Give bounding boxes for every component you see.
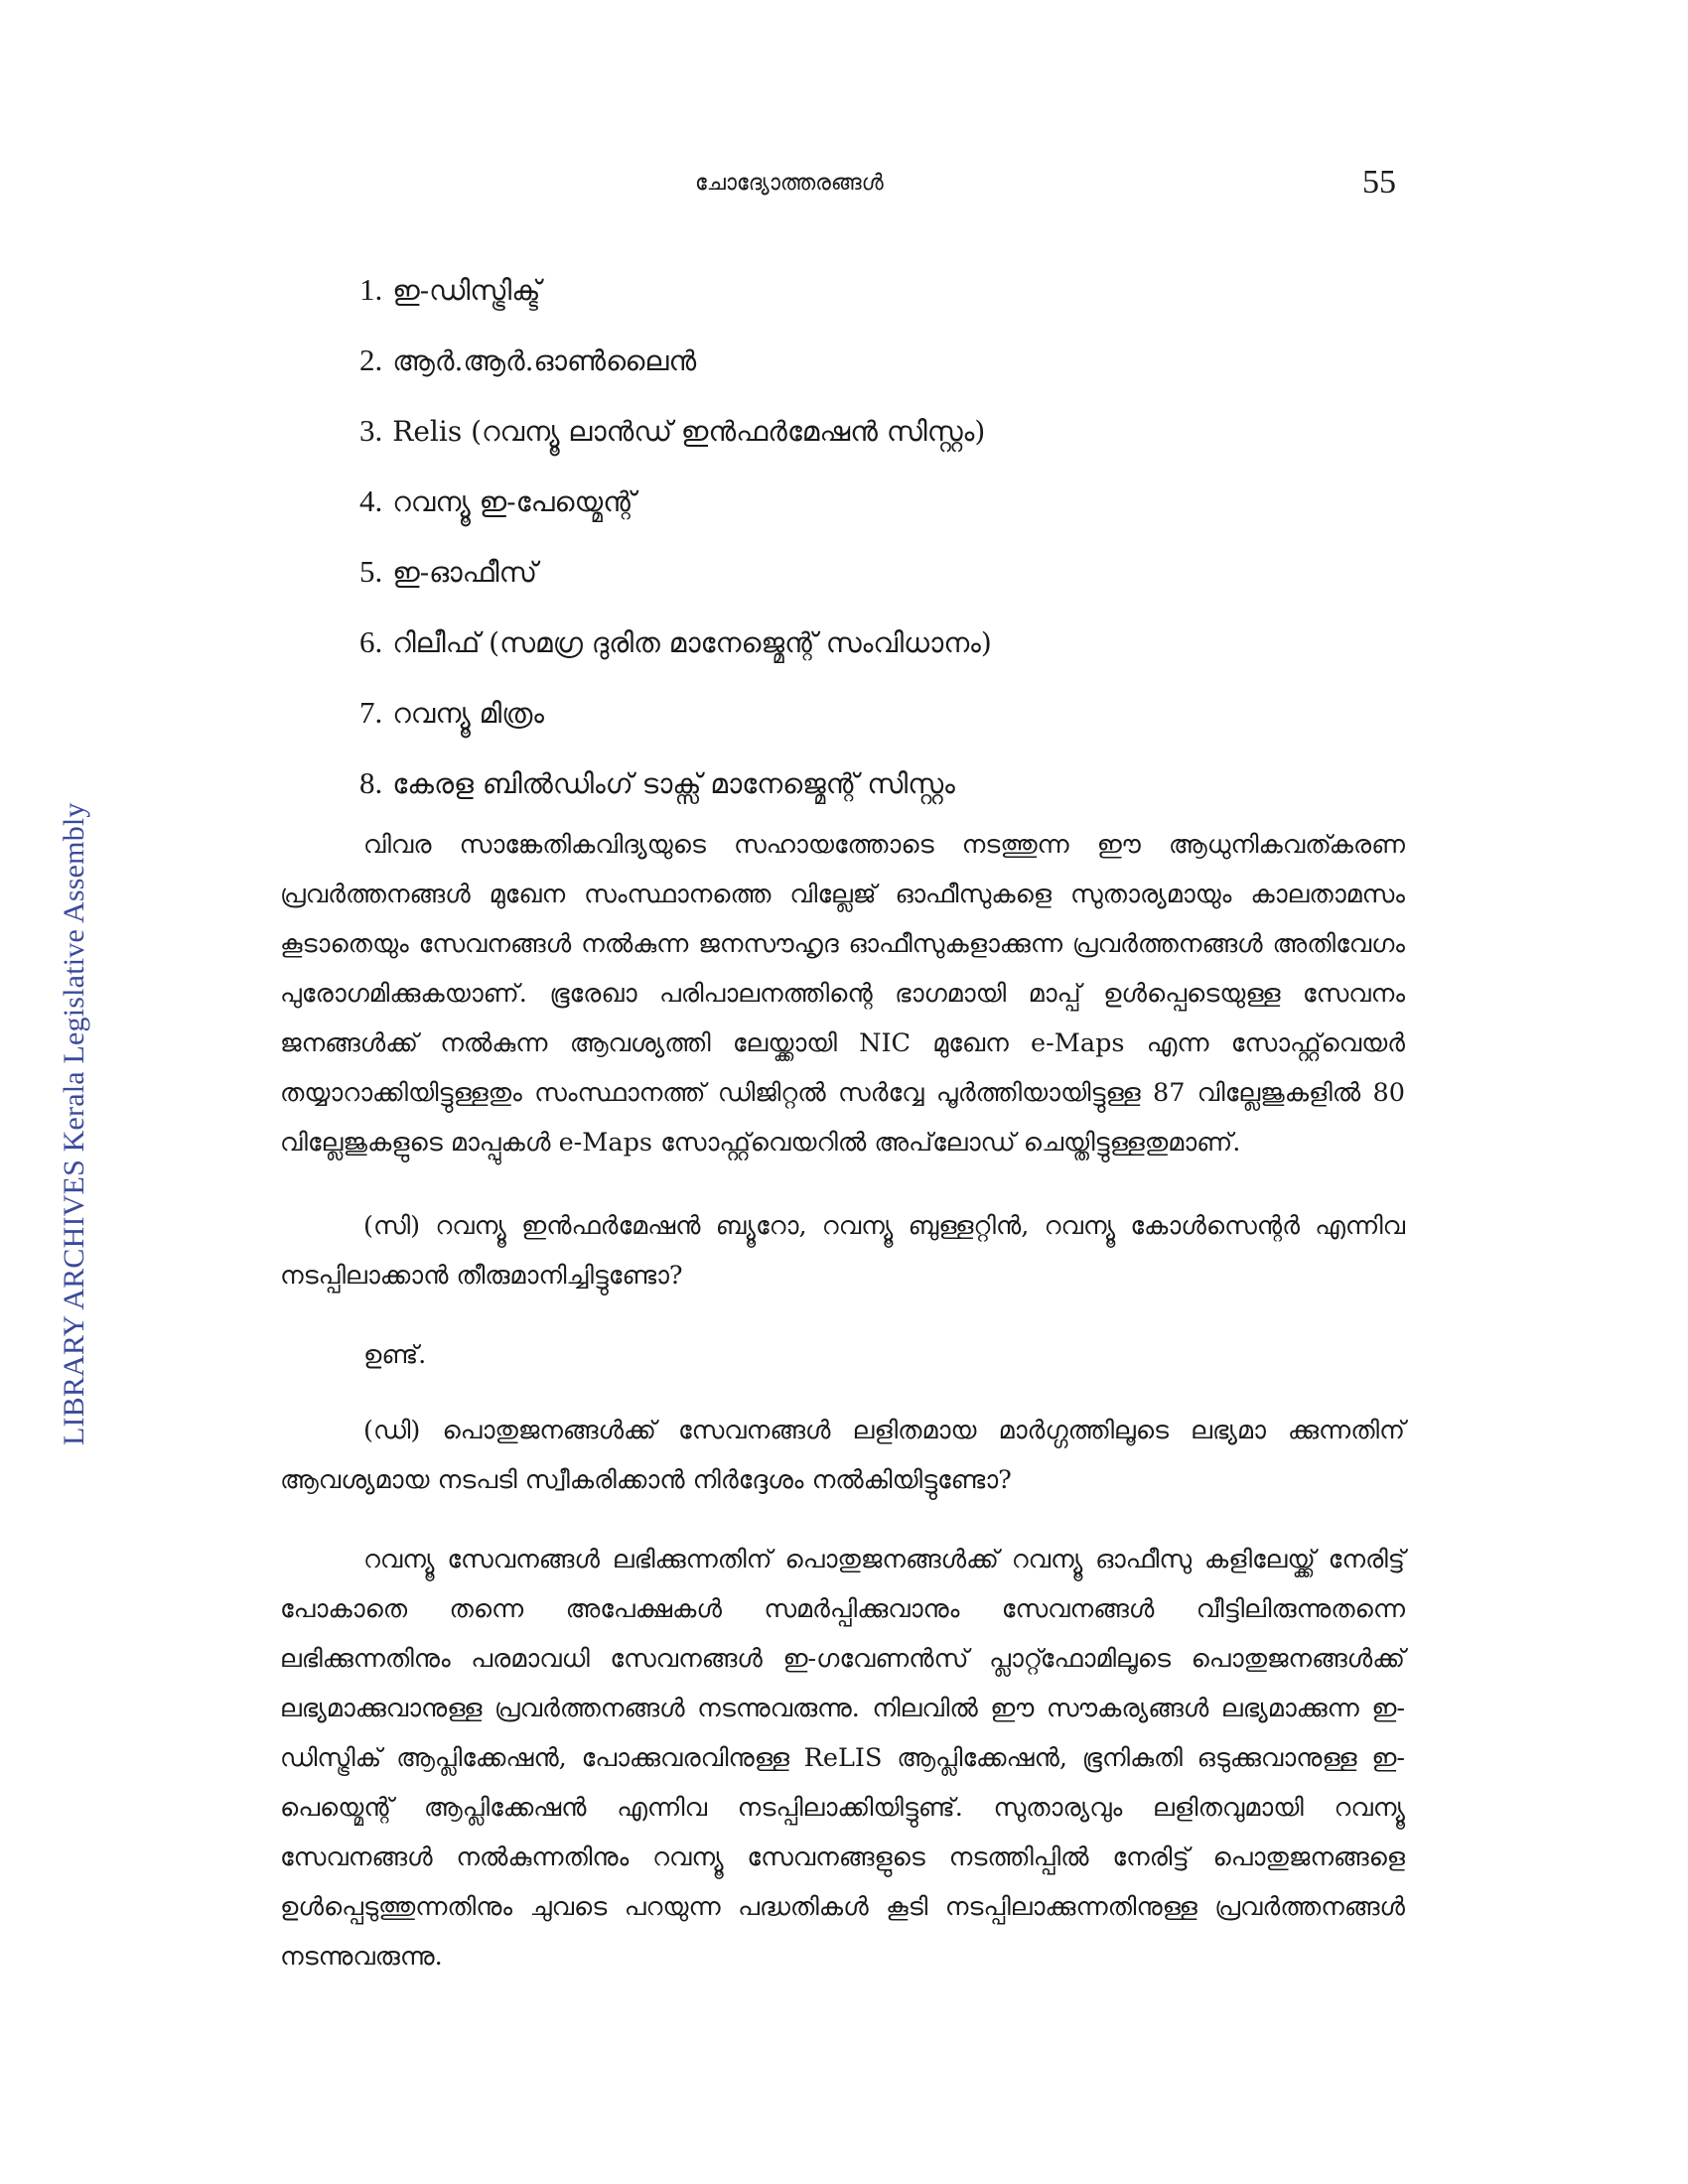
list-item-text: കേരള ബിൽഡിംഗ് ടാക്സ് മാനേജ്മെന്റ് സിസ്റ്റം <box>392 767 955 800</box>
list-item-text: ആർ.ആർ.ഓൺലൈൻ <box>392 344 697 377</box>
page-number: 55 <box>1362 164 1396 201</box>
body-text <box>280 820 1405 1981</box>
list-item-text: Relis (റവന്യൂ ലാൻഡ് ഇൻഫർമേഷൻ സിസ്റ്റം) <box>392 415 986 448</box>
list-item <box>359 341 992 411</box>
list-item-number: 8. <box>359 765 383 800</box>
list-item-number: 7. <box>359 695 383 730</box>
list-item <box>359 411 992 481</box>
list-item <box>359 481 992 552</box>
question-d: (ഡി) പൊതുജനങ്ങൾക്ക് സേവനങ്ങൾ ലളിതമായ മാർഗ്ഗത്തിലൂടെ ലഭ്യമാ ക്കുന്നതിന് ആവശ്യമായ നടപടി സ്വീകരിക്കാൻ നിർദ്ദേശം നൽകിയിട്ടുണ്ടോ? <box>280 1416 1405 1495</box>
list-item-text: റിലീഫ് (സമഗ്ര ദുരിത മാനേജ്മെന്റ് സംവിധാനം) <box>392 626 992 659</box>
answer-d: റവന്യൂ സേവനങ്ങൾ ലഭിക്കുന്നതിന് പൊതുജനങ്ങൾക്ക് റവന്യൂ ഓഫീസു കളിലേയ്ക്ക് നേരിട്ട് പോകാതെ തന്നെ അപേക്ഷകൾ സമർപ്പിക്കുവാനും സേവനങ്ങൾ വീട്ടിലിരുന്നുതന്നെ ലഭിക്കുന്നതിനും പരമാവധി സേവനങ്ങൾ ഇ-ഗവേണൻസ് പ്ലാറ്റ്ഫോമിലൂടെ പൊതുജനങ്ങൾക്ക് ലഭ്യമാക്കുവാനുള്ള പ്രവർത്തനങ്ങൾ നടന്നുവരുന്നു. നിലവിൽ ഈ സൗകര്യങ്ങൾ ലഭ്യമാക്കുന്ന ഇ-ഡിസ്ട്രിക് ആപ്ലിക്കേഷൻ, പോക്കുവരവിനുള്ള ReLIS ആപ്ലിക്കേഷൻ, ഭൂനികുതി ഒടുക്കുവാനുള്ള ഇ-പെയ്മെന്റ് ആപ്ലിക്കേഷൻ എന്നിവ നടപ്പിലാക്കിയിട്ടുണ്ട്. സുതാര്യവും ലളിതവുമായി റവന്യൂ സേവനങ്ങൾ നൽകുന്നതിനും റവന്യൂ സേവനങ്ങളുടെ നടത്തിപ്പിൽ നേരിട്ട് പൊതുജനങ്ങളെ ഉൾപ്പെടുത്തുന്നതിനും ചുവടെ പറയുന്ന പദ്ധതികൾ കൂടി നടപ്പിലാക്കുന്നതിനുള്ള പ്രവർത്തനങ്ങൾ നടന്നുവരുന്നു. <box>280 1545 1405 1972</box>
list-item <box>359 552 992 622</box>
list-item <box>359 693 992 763</box>
list-item <box>359 270 992 341</box>
list-item-number: 2. <box>359 342 383 377</box>
list-item-text: ഇ-ഓഫീസ് <box>392 556 538 589</box>
list-item-number: 3. <box>359 413 383 448</box>
running-title: ചോദ്യോത്തരങ്ങൾ <box>695 171 884 196</box>
archive-watermark: LIBRARY ARCHIVES Kerala Legislative Assembly <box>58 802 90 1445</box>
list-item-text: റവന്യൂ മിത്രം <box>392 697 545 730</box>
list-item-number: 1. <box>359 272 383 307</box>
list-item <box>359 622 992 693</box>
question-c: (സി) റവന്യൂ ഇൻഫർമേഷൻ ബ്യൂറോ, റവന്യൂ ബുള്ളറ്റിൻ, റവന്യൂ കോൾസെന്റർ എന്നിവ നടപ്പിലാക്കാൻ തീരുമാനിച്ചിട്ടുണ്ടോ? <box>280 1211 1405 1291</box>
list-item-text: റവന്യൂ ഇ-പേയ്മെന്റ് <box>392 485 635 518</box>
list-item-number: 4. <box>359 483 383 518</box>
list-item-text: ഇ-ഡിസ്ട്രിക്ട് <box>392 274 541 307</box>
answer-c: ഉണ്ട്. <box>363 1340 427 1370</box>
list-item-number: 6. <box>359 624 383 659</box>
list-item-number: 5. <box>359 554 383 589</box>
paragraph-modernization: വിവര സാങ്കേതികവിദ്യയുടെ സഹായത്തോടെ നടത്തുന്ന ഈ ആധുനികവത്കരണ പ്രവർത്തനങ്ങൾ മുഖേന സംസ്ഥാനത്തെ വില്ലേജ് ഓഫീസുകളെ സുതാര്യമായും കാലതാമസം കൂടാതെയും സേവനങ്ങൾ നൽകുന്ന ജനസൗഹൃദ ഓഫീസുകളാക്കുന്ന പ്രവർത്തനങ്ങൾ അതിവേഗം പുരോഗമിക്കുകയാണ്. ഭൂരേഖാ പരിപാലനത്തിന്റെ ഭാഗമായി മാപ്പ് ഉൾപ്പെടെയുള്ള സേവനം ജനങ്ങൾക്ക് നൽകുന്ന ആവശ്യത്തി ലേയ്ക്കായി NIC മുഖേന e-Maps എന്ന സോഫ്റ്റ്‌വെയർ തയ്യാറാക്കിയിട്ടുള്ളതും സംസ്ഥാനത്ത് ഡിജിറ്റൽ സർവ്വേ പൂർത്തിയായിട്ടുള്ള 87 വില്ലേജുകളിൽ 80 വില്ലേജുകളുടെ മാപ്പുകൾ e-Maps സോഫ്റ്റ്‌വെയറിൽ അപ്‌ലോഡ് ചെയ്തിട്ടുള്ളതുമാണ്. <box>280 830 1405 1158</box>
services-list <box>359 270 992 834</box>
